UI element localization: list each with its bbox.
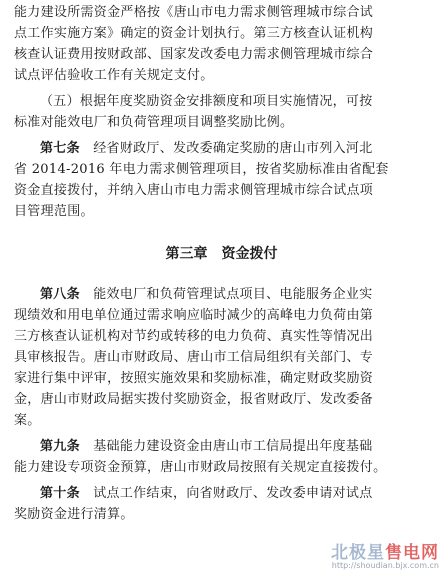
text-line: 点工作实施方案》确定的资金计划执行。第三方核查认证机构 (14, 26, 374, 41)
watermark-url: http://shoudian.bjx.com.cn (331, 561, 439, 570)
text-line: 资金直接拨付，并纳入唐山市电力需求侧管理城市综合试点项 (14, 183, 374, 198)
watermark-logo: 北极星售电网 (331, 543, 439, 563)
chapter-heading: 第三章 资金拨付 (165, 246, 278, 262)
text-line: 案。 (14, 413, 41, 428)
text-line: 标准对能效电厂和负荷管理项目调整奖励比例。 (14, 115, 294, 130)
watermark (331, 538, 439, 570)
text-line: 能力建设所需资金严格按《唐山市电力需求侧管理城市综合试 (14, 5, 374, 20)
text-line: 现绩效和用电单位通过需求响应临时减少的高峰电力负荷由第 (14, 308, 374, 323)
article-8-lead: 第八条 (40, 287, 80, 302)
text-line: 具审核报告。唐山市财政局、唐山市工信局组织有关部门、专 (14, 350, 374, 365)
text-line: 省 2014-2016 年电力需求侧管理项目，按省奖励标准由省配套 (14, 162, 389, 177)
text-line: 金，唐山市财政局据实拨付奖励资金，报省财政厅、发改委备 (14, 392, 374, 407)
text-line: 家进行集中评审，按照实施效果和奖励标准，确定财政奖励资 (14, 371, 374, 386)
article-9-line: 第九条 基础能力建设资金由唐山市工信局提出年度基础 (40, 439, 373, 454)
text-line: 试点评估验收工作有关规定支付。 (14, 68, 214, 83)
text-line: 核查认证费用按财政部、国家发改委电力需求侧管理城市综合 (14, 47, 374, 62)
article-10-lead: 第十条 (40, 486, 80, 501)
text-line: 能力建设专项资金预算，唐山市财政局按照有关规定直接拨付。 (14, 460, 387, 475)
text-line: 目管理范围。 (14, 204, 94, 219)
text-line: （五）根据年度奖励资金安排额度和项目实施情况，可按 (40, 94, 373, 109)
article-8-line: 第八条 能效电厂和负荷管理试点项目、电能服务企业实 (40, 287, 373, 302)
article-7-line: 第七条 经省财政厅、发改委确定奖励的唐山市列入河北 (40, 141, 373, 156)
article-7-lead: 第七条 (40, 141, 80, 156)
article-9-lead: 第九条 (40, 439, 80, 454)
text-line: 奖励资金进行清算。 (14, 507, 134, 522)
text-line: 三方核查认证机构对节约或转移的电力负荷、真实性等情况出 (14, 329, 374, 344)
article-10-line: 第十条 试点工作结束，向省财政厅、发改委申请对试点 (40, 486, 373, 501)
